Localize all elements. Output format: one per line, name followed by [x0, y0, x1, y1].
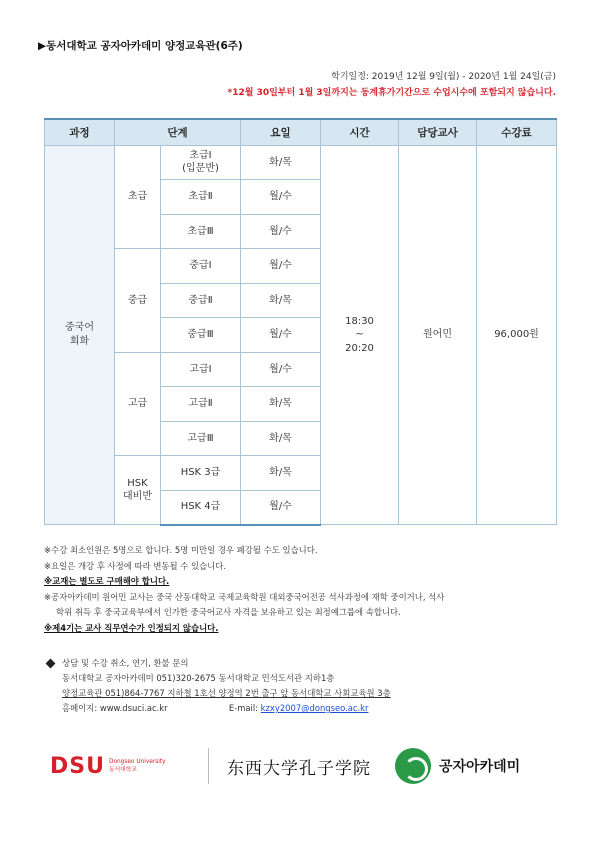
- contact-heading-text: 상담 및 수강 취소, 연기, 환불 문의: [62, 658, 189, 668]
- header-teacher: 담당교사: [399, 119, 477, 145]
- time-cell: 18:30 ~ 20:20: [321, 145, 399, 525]
- stage-cell: HSK 4급: [161, 490, 241, 525]
- diamond-bullet-icon: [46, 659, 56, 669]
- note-min-enrollment: ※수강 최소인원은 5명으로 합니다. 5명 미만일 경우 폐강될 수도 있습니다.: [44, 545, 318, 555]
- email-label: E-mail:: [228, 703, 258, 713]
- day-cell: 화/목: [241, 283, 321, 318]
- level-group: 고급: [115, 352, 161, 456]
- stage-cell: 초급Ⅱ: [161, 180, 241, 215]
- contact-section: [44, 656, 391, 716]
- footer-logos: [50, 745, 550, 787]
- contact-main-office: 동서대학교 공자아카데미 051)320-2675 동서대학교 민석도서관 지하1층: [62, 673, 335, 683]
- stage-cell: 중급Ⅲ: [161, 318, 241, 353]
- table-row: [45, 145, 557, 180]
- header-day: 요일: [241, 119, 321, 145]
- semester-schedule: 학기일정: 2019년 12월 9일(월) - 2020년 1월 24일(금): [331, 72, 556, 82]
- day-cell: 화/목: [241, 456, 321, 491]
- dsu-logo: [50, 754, 202, 779]
- dsu-logo-text: DSU: [50, 753, 105, 779]
- note-textbook: ※교재는 별도로 구매해야 합니다.: [44, 576, 170, 586]
- dsu-logo-kr: 동서대학교: [108, 767, 137, 773]
- contact-yangjeong-office: 양정교육관 051)864-7767 지하철 1호선 양정역 2번 출구 앞 동서대학교 사회교육원 3층: [62, 688, 391, 698]
- header-fee: 수강료: [477, 119, 557, 145]
- day-cell: 화/목: [241, 421, 321, 456]
- header-stage: 단계: [115, 119, 241, 145]
- stage-cell: 고급Ⅱ: [161, 387, 241, 422]
- header-course: 과정: [45, 119, 115, 145]
- level-group: 초급: [115, 145, 161, 249]
- stage-cell: 고급Ⅲ: [161, 421, 241, 456]
- stage-cell: 초급Ⅰ (입문반): [161, 145, 241, 180]
- table-header-row: [45, 119, 557, 145]
- day-cell: 화/목: [241, 387, 321, 422]
- logo-divider: [208, 748, 209, 784]
- day-cell: 월/수: [241, 352, 321, 387]
- confucius-academy-logo-text: 공자아카데미: [439, 759, 521, 775]
- teacher-cell: 원어민: [399, 145, 477, 525]
- fee-cell: 96,000원: [477, 145, 557, 525]
- course-table: [44, 118, 557, 526]
- level-group: HSK 대비반: [115, 456, 161, 525]
- email-link[interactable]: kzxy2007@dongseo.ac.kr: [260, 703, 369, 713]
- day-cell: 월/수: [241, 214, 321, 249]
- note-schedule-change: ※요일은 개강 후 사정에 따라 변동될 수 있습니다.: [44, 560, 227, 571]
- contact-web: [44, 701, 391, 716]
- level-group: 중급: [115, 249, 161, 353]
- day-cell: 화/목: [241, 145, 321, 180]
- header-time: 시간: [321, 119, 399, 145]
- page-title: ▶동서대학교 공자아카데미 양정교육관(6주): [38, 40, 243, 52]
- dsu-logo-en: Dongseo University: [108, 759, 166, 765]
- day-cell: 월/수: [241, 318, 321, 353]
- confucius-academy-emblem-icon: [395, 748, 431, 784]
- notes-section: [44, 543, 564, 636]
- stage-cell: HSK 3급: [161, 456, 241, 491]
- day-cell: 월/수: [241, 180, 321, 215]
- confucius-institute-logo: 东西大学孔子学院: [227, 758, 371, 779]
- course-name: 중국어 회화: [45, 145, 115, 525]
- homepage-link[interactable]: 홈페이지: www.dsuci.ac.kr: [62, 703, 168, 713]
- holiday-notice: *12월 30일부터 1월 3일까지는 동계휴가기간으로 수업시수에 포함되지 않습니다.: [227, 88, 556, 98]
- note-teacher-qualification: ※공자아카데미 원어민 교사는 중국 산동대학교 국제교육학원 대외중국어전공 석사과정에 재학 중이거나, 석사: [44, 591, 445, 602]
- stage-cell: 초급Ⅲ: [161, 214, 241, 249]
- note-teacher-qualification-cont: 학위 취득 후 중국교육부에서 인가한 중국어교사 자격을 보유하고 있는 최정예그룹에 속합니다.: [56, 607, 401, 617]
- day-cell: 월/수: [241, 249, 321, 284]
- stage-cell: 고급Ⅰ: [161, 352, 241, 387]
- contact-heading: [44, 656, 391, 671]
- note-training-credit: ※제4기는 교사 직무연수가 인정되지 않습니다.: [44, 622, 219, 633]
- confucius-academy-logo: [395, 748, 520, 784]
- stage-cell: 중급Ⅱ: [161, 283, 241, 318]
- stage-cell: 중급Ⅰ: [161, 249, 241, 284]
- day-cell: 월/수: [241, 490, 321, 525]
